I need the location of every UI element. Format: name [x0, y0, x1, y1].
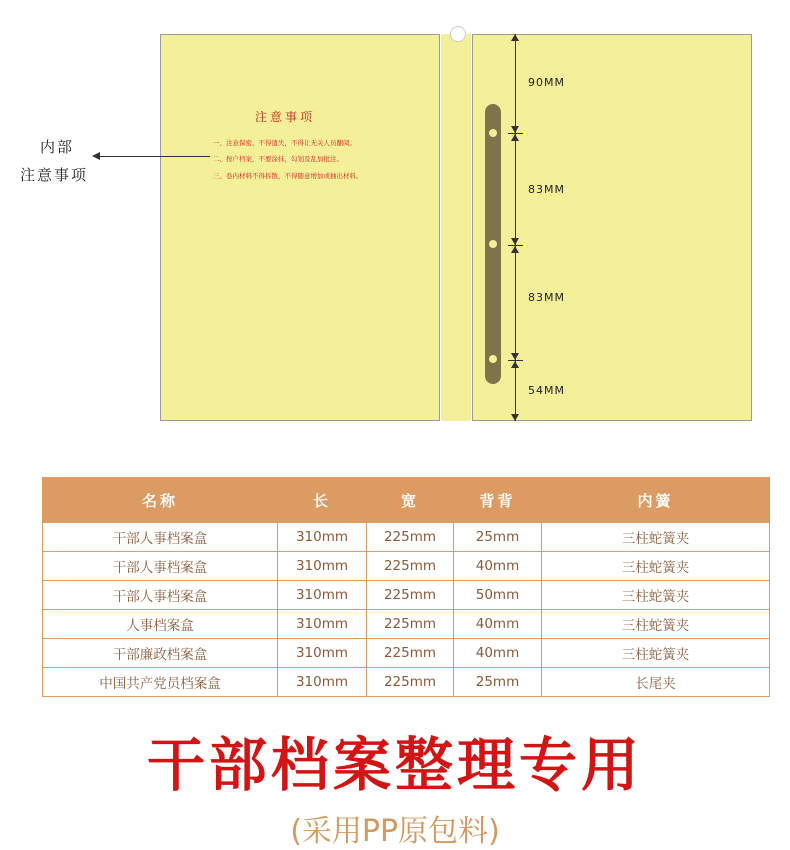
cell-clip: 三柱蛇簧夹 — [542, 610, 770, 639]
cell-length: 310mm — [278, 610, 367, 639]
arrow-up-icon — [511, 34, 519, 41]
subline-material: (采用PP原包料) — [290, 814, 500, 849]
header-name: 名称 — [43, 478, 278, 523]
arrow-down-icon — [511, 126, 519, 133]
spec-table — [42, 477, 770, 697]
dimension-label-lower: 83MM — [528, 291, 565, 304]
rail-hole-3 — [489, 355, 497, 363]
callout-arrow-icon — [92, 152, 100, 160]
cell-name: 干部人事档案盒 — [43, 552, 278, 581]
table-row — [43, 610, 770, 639]
dimension-label-top: 90MM — [528, 76, 565, 89]
cell-clip: 长尾夹 — [542, 668, 770, 697]
cell-clip: 三柱蛇簧夹 — [542, 523, 770, 552]
cell-width: 225mm — [367, 668, 454, 697]
callout-label-line1: 内部 — [40, 138, 75, 156]
cell-spine: 40mm — [454, 552, 542, 581]
arrow-down-icon — [511, 238, 519, 245]
cell-width: 225mm — [367, 581, 454, 610]
cell-clip: 三柱蛇簧夹 — [542, 581, 770, 610]
cell-width: 225mm — [367, 610, 454, 639]
cell-name: 中国共产党员档案盒 — [43, 668, 278, 697]
dimension-label-upper: 83MM — [528, 183, 565, 196]
arrow-up-icon — [511, 361, 519, 368]
cell-width: 225mm — [367, 552, 454, 581]
arrow-down-icon — [511, 414, 519, 421]
dimension-label-bottom: 54MM — [528, 384, 565, 397]
cell-name: 人事档案盒 — [43, 610, 278, 639]
table-row — [43, 668, 770, 697]
notice-line-1: 一、注意保密，不得遗失，不得让无关人员翻阅。 — [213, 139, 356, 147]
cell-spine: 40mm — [454, 639, 542, 668]
arrow-down-icon — [511, 353, 519, 360]
cell-clip: 三柱蛇簧夹 — [542, 552, 770, 581]
header-clip: 内簧 — [542, 478, 770, 523]
header-spine: 背背 — [454, 478, 542, 523]
cell-spine: 25mm — [454, 523, 542, 552]
folder-front-panel — [160, 34, 440, 421]
cell-width: 225mm — [367, 639, 454, 668]
rail-hole-1 — [489, 129, 497, 137]
arrow-up-icon — [511, 246, 519, 253]
arrow-up-icon — [511, 134, 519, 141]
cell-name: 干部人事档案盒 — [43, 581, 278, 610]
cell-spine: 50mm — [454, 581, 542, 610]
cell-spine: 40mm — [454, 610, 542, 639]
spine-notch — [450, 26, 466, 42]
table-row — [43, 523, 770, 552]
cell-width: 225mm — [367, 523, 454, 552]
callout-arrow-line — [98, 156, 210, 157]
header-length: 长 — [278, 478, 367, 523]
rail-hole-2 — [489, 240, 497, 248]
cell-length: 310mm — [278, 581, 367, 610]
notice-title: 注意事项 — [255, 110, 316, 124]
headline-title: 干部档案整理专用 — [146, 731, 643, 799]
cell-clip: 三柱蛇簧夹 — [542, 639, 770, 668]
cell-length: 310mm — [278, 552, 367, 581]
cell-length: 310mm — [278, 639, 367, 668]
cell-name: 干部廉政档案盒 — [43, 639, 278, 668]
notice-line-2: 二、按户档案，不要涂抹，勾划及乱加批注。 — [213, 155, 343, 163]
cell-length: 310mm — [278, 668, 367, 697]
cell-name: 干部人事档案盒 — [43, 523, 278, 552]
cell-length: 310mm — [278, 523, 367, 552]
cell-spine: 25mm — [454, 668, 542, 697]
header-width: 宽 — [367, 478, 454, 523]
callout-label-line2: 注意事项 — [20, 166, 89, 184]
table-row — [43, 581, 770, 610]
table-row — [43, 639, 770, 668]
folder-spine — [441, 34, 471, 421]
table-header-row — [43, 478, 770, 523]
notice-line-3: 三、卷内材料不得拆散，不得随意增加或抽出材料。 — [213, 172, 363, 180]
table-row — [43, 552, 770, 581]
